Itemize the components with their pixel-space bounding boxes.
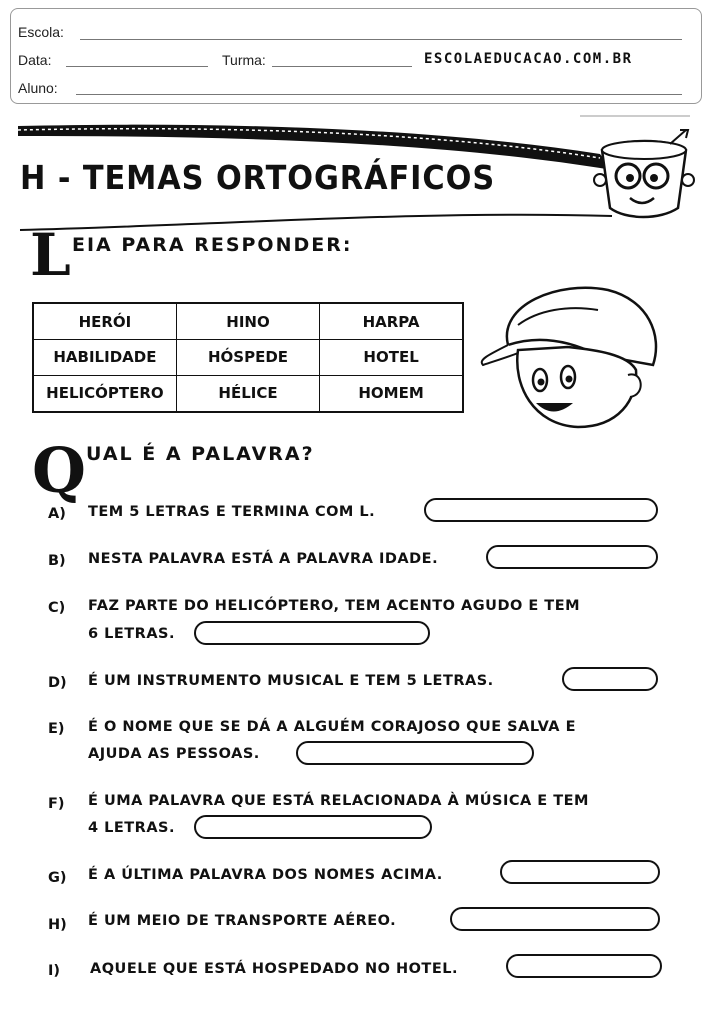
child-illustration-icon (478, 285, 663, 435)
table-row (33, 303, 463, 340)
class-label: Turma: (222, 52, 266, 68)
date-field[interactable] (66, 66, 208, 67)
class-field[interactable] (272, 66, 412, 67)
question-text-line2: 6 LETRAS. (88, 626, 176, 642)
table-row (33, 340, 463, 376)
page-title: H - TEMAS ORTOGRÁFICOS (20, 158, 496, 197)
answer-field[interactable] (500, 860, 660, 884)
answer-field[interactable] (194, 621, 430, 645)
table-cell: HABILIDADE (33, 340, 176, 376)
question-text: É O NOME QUE SE DÁ A ALGUÉM CORAJOSO QUE SALVA E (88, 719, 576, 735)
question-text: É A ÚLTIMA PALAVRA DOS NOMES ACIMA. (88, 867, 443, 883)
question-letter: H) (48, 917, 67, 933)
drop-cap-q: Q (32, 434, 87, 507)
table-cell: HÓSPEDE (176, 340, 319, 376)
answer-field[interactable] (424, 498, 658, 522)
table-cell: HÉLICE (176, 375, 319, 412)
answer-field[interactable] (450, 907, 660, 931)
question-text-line2: AJUDA AS PESSOAS. (88, 746, 260, 762)
word-table (32, 302, 464, 413)
question-letter: D) (48, 675, 67, 691)
answer-field[interactable] (486, 545, 658, 569)
table-cell: HELICÓPTERO (33, 375, 176, 412)
table-cell: HOMEM (320, 375, 463, 412)
question-text: FAZ PARTE DO HELICÓPTERO, TEM ACENTO AGUDO E TEM (88, 598, 581, 614)
question-letter: A) (48, 506, 66, 522)
answer-field[interactable] (194, 815, 432, 839)
school-label: Escola: (18, 24, 64, 40)
answer-field[interactable] (506, 954, 662, 978)
section-heading-qual: UAL É A PALAVRA? (86, 443, 315, 465)
date-label: Data: (18, 52, 52, 68)
answer-field[interactable] (296, 741, 534, 765)
drop-cap-l: L (30, 221, 71, 289)
question-text: AQUELE QUE ESTÁ HOSPEDADO NO HOTEL. (90, 961, 458, 977)
question-letter: G) (48, 870, 67, 886)
cup-mascot-icon (590, 128, 700, 228)
table-cell: HARPA (320, 303, 463, 340)
table-cell: HOTEL (320, 340, 463, 376)
question-text: TEM 5 LETRAS E TERMINA COM L. (88, 504, 376, 520)
question-text: NESTA PALAVRA ESTÁ A PALAVRA IDADE. (88, 551, 439, 567)
question-letter: F) (48, 796, 65, 812)
question-letter: B) (48, 553, 66, 569)
table-cell: HERÓI (33, 303, 176, 340)
question-text: É UM MEIO DE TRANSPORTE AÉREO. (88, 913, 397, 929)
student-field[interactable] (76, 94, 682, 95)
question-letter: E) (48, 721, 65, 737)
question-text: É UMA PALAVRA QUE ESTÁ RELACIONADA À MÚSICA E TEM (88, 793, 589, 809)
section-heading-leia: EIA PARA RESPONDER: (72, 234, 353, 256)
table-row (33, 375, 463, 412)
table-cell: HINO (176, 303, 319, 340)
question-text: É UM INSTRUMENTO MUSICAL E TEM 5 LETRAS. (88, 673, 494, 689)
answer-field[interactable] (562, 667, 658, 691)
question-letter: I) (48, 963, 61, 979)
question-letter: C) (48, 600, 66, 616)
school-field[interactable] (80, 39, 682, 40)
student-label: Aluno: (18, 80, 58, 96)
site-url: ESCOLAEDUCACAO.COM.BR (424, 51, 633, 67)
question-text-line2: 4 LETRAS. (88, 820, 176, 836)
